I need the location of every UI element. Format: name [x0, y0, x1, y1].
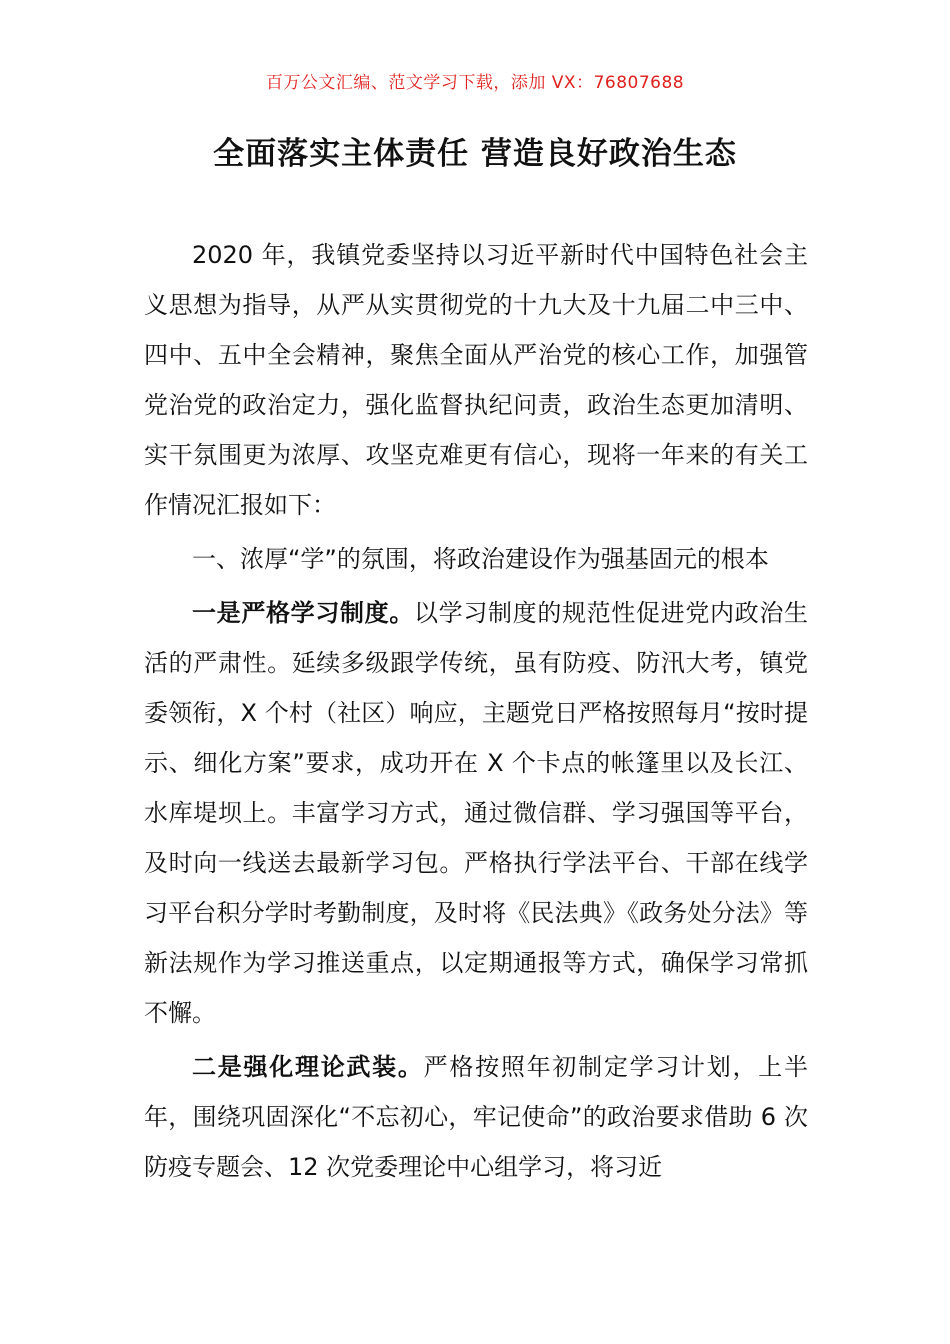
item-paragraph-2 [144, 1042, 808, 1192]
item-paragraph-1 [144, 588, 808, 1038]
intro-paragraph: 2020 年，我镇党委坚持以习近平新时代中国特色社会主义思想为指导，从严从实贯彻党的十九大及十九届二中三中、四中、五中全会精神，聚焦全面从严治党的核心工作，加强管党治党的政治定力，强化监督执纪问责，政治生态更加清明、实干氛围更为浓厚、攻坚克难更有信心，现将一年来的有关工作情况汇报如下： [144, 241, 808, 519]
header-note: 百万公文汇编、范文学习下载，添加 VX：76807688 [265, 73, 685, 93]
document-title: 全面落实主体责任 营造良好政治生态 [213, 136, 737, 172]
document-body [144, 230, 808, 1192]
item-1-text: 以学习制度的规范性促进党内政治生活的严肃性。延续多级跟学传统，虽有防疫、防汛大考，镇党委领衔，X 个村（社区）响应，主题党日严格按照每月“按时提示、细化方案”要求，成功开在 X 个卡点的帐篷里以及长江、水库堤坝上。丰富学习方式，通过微信群、学习强国等平台，及时向一线送去最新学习包。严格执行学法平台、干部在线学习平台积分学时考勤制度，及时将《民法典》《政务处分法》等新法规作为学习推送重点，以定期通报等方式，确保学习常抓不懈。 [144, 599, 808, 1027]
section-heading: 一、浓厚“学”的氛围，将政治建设作为强基固元的根本 [192, 545, 769, 573]
item-1-lead: 一是严格学习制度。 [192, 599, 414, 627]
item-2-text: 严格按照年初制定学习计划，上半年，围绕巩固深化“不忘初心，牢记使命”的政治要求借助 6 次防疫专题会、12 次党委理论中心组学习，将习近 [144, 1053, 809, 1181]
item-2-lead: 二是强化理论武装。 [192, 1053, 424, 1081]
